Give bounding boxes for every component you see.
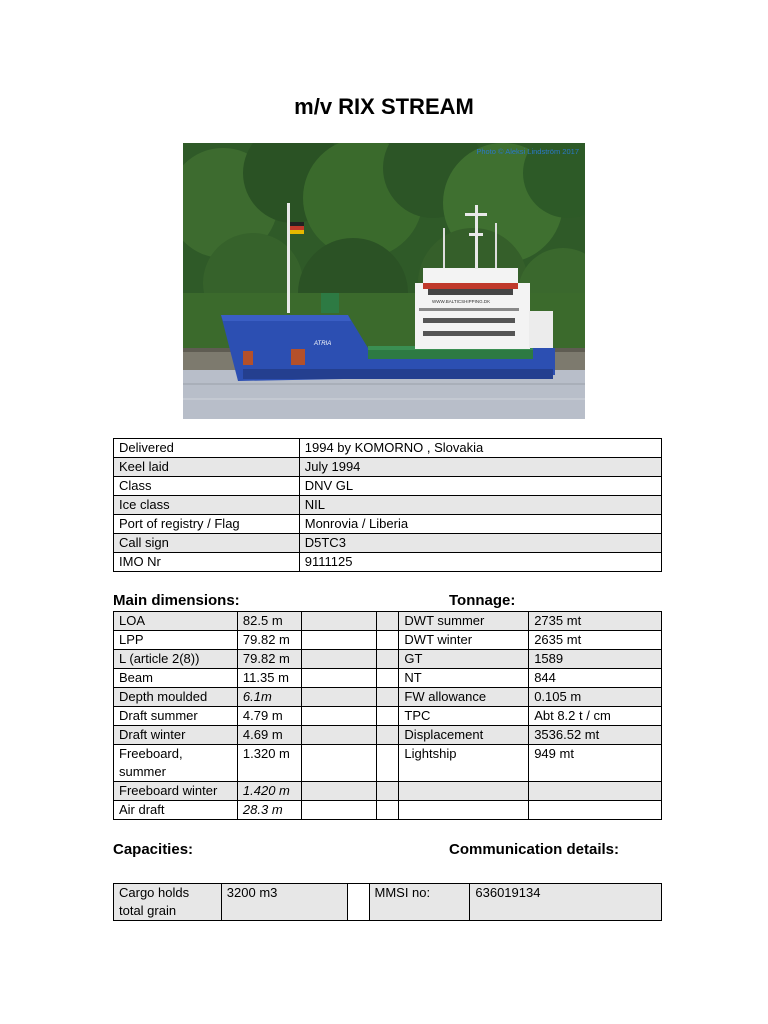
table-row [114,534,662,553]
dimension-value: 82.5 m [237,612,301,631]
empty-cell [301,707,376,726]
tonnage-value: 1589 [529,650,662,669]
spacer-cell [376,650,399,669]
dimension-label: L (article 2(8)) [114,650,238,669]
tonnage-label: TPC [399,707,529,726]
cargo-holds-label: Cargo holds total grain [114,884,222,921]
bridge-banner-text: WWW.BALTICSHIPPING.DK [432,299,491,304]
empty-cell [301,688,376,707]
empty-cell [301,782,376,801]
table-row [114,726,662,745]
empty-cell [301,726,376,745]
tonnage-label: DWT summer [399,612,529,631]
spacer-cell [376,669,399,688]
capacities-table [113,883,662,921]
general-value: Monrovia / Liberia [299,515,661,534]
general-label: Keel laid [114,458,300,477]
spacer-cell [376,745,399,782]
dimension-value: 28.3 m [237,801,301,820]
communication-heading: Communication details: [449,841,620,858]
empty-cell [301,612,376,631]
dimension-value: 11.35 m [237,669,301,688]
general-value: 1994 by KOMORNO , Slovakia [299,439,661,458]
capacities-heading: Capacities: [113,841,194,858]
spacer-cell [376,782,399,801]
tonnage-label: DWT winter [399,631,529,650]
spacer-cell [376,707,399,726]
general-value: 9111125 [299,553,661,572]
general-label: Class [114,477,300,496]
spacer-cell [376,612,399,631]
empty-cell [399,782,529,801]
tonnage-value: 949 mt [529,745,662,782]
general-value: July 1994 [299,458,661,477]
table-row [114,458,662,477]
dimension-value: 4.79 m [237,707,301,726]
dimension-label: Air draft [114,801,238,820]
tonnage-value: Abt 8.2 t / cm [529,707,662,726]
general-table [113,438,662,572]
spacer-cell [376,688,399,707]
table-row [114,477,662,496]
mmsi-label: MMSI no: [369,884,470,921]
spacer-cell [376,726,399,745]
tonnage-label: Displacement [399,726,529,745]
table-row [114,612,662,631]
empty-cell [301,745,376,782]
dimension-value: 1.420 m [237,782,301,801]
general-label: Delivered [114,439,300,458]
table-row [114,496,662,515]
general-label: Call sign [114,534,300,553]
dimension-label: Freeboard, summer [114,745,238,782]
ship-photo [183,143,585,419]
general-value: NIL [299,496,661,515]
general-label: Port of registry / Flag [114,515,300,534]
dimension-value: 1.320 m [237,745,301,782]
tonnage-label: Lightship [399,745,529,782]
empty-cell [301,631,376,650]
spacer-cell [347,884,369,921]
tonnage-value: 2735 mt [529,612,662,631]
table-row [114,650,662,669]
tonnage-value: 844 [529,669,662,688]
empty-cell [301,801,376,820]
dimension-label: Draft winter [114,726,238,745]
cargo-holds-value: 3200 m3 [221,884,347,921]
tonnage-heading: Tonnage: [449,592,516,609]
empty-cell [529,782,662,801]
table-row [114,801,662,820]
empty-cell [301,669,376,688]
dimensions-tonnage-table [113,611,662,820]
mmsi-value: 636019134 [470,884,662,921]
dimension-label: Beam [114,669,238,688]
tonnage-value: 3536.52 mt [529,726,662,745]
general-value: D5TC3 [299,534,661,553]
table-row [114,782,662,801]
tonnage-label: NT [399,669,529,688]
dimension-value: 79.82 m [237,650,301,669]
dimension-label: LOA [114,612,238,631]
tonnage-label: FW allowance [399,688,529,707]
ship-illustration [183,143,585,419]
table-row [114,745,662,782]
dimension-label: LPP [114,631,238,650]
general-value: DNV GL [299,477,661,496]
general-label: Ice class [114,496,300,515]
empty-cell [399,801,529,820]
dimension-value: 4.69 m [237,726,301,745]
main-dimensions-heading: Main dimensions: [113,592,240,609]
spacer-cell [376,801,399,820]
table-row [114,631,662,650]
table-row [114,439,662,458]
dimension-label: Draft summer [114,707,238,726]
tonnage-value: 0.105 m [529,688,662,707]
page-title: m/v RIX STREAM [294,94,474,119]
tonnage-label: GT [399,650,529,669]
general-label: IMO Nr [114,553,300,572]
table-row [114,707,662,726]
photo-credit: Photo © Aleksi Lindström 2017 [476,147,579,156]
table-row [114,688,662,707]
table-row [114,553,662,572]
table-row [114,669,662,688]
table-row [114,515,662,534]
hull-name-text: ATRIA [314,341,332,347]
dimension-label: Depth moulded [114,688,238,707]
empty-cell [529,801,662,820]
dimension-value: 79.82 m [237,631,301,650]
dimension-label: Freeboard winter [114,782,238,801]
capacities-row [114,884,662,921]
dimension-value: 6.1m [237,688,301,707]
empty-cell [301,650,376,669]
tonnage-value: 2635 mt [529,631,662,650]
spacer-cell [376,631,399,650]
